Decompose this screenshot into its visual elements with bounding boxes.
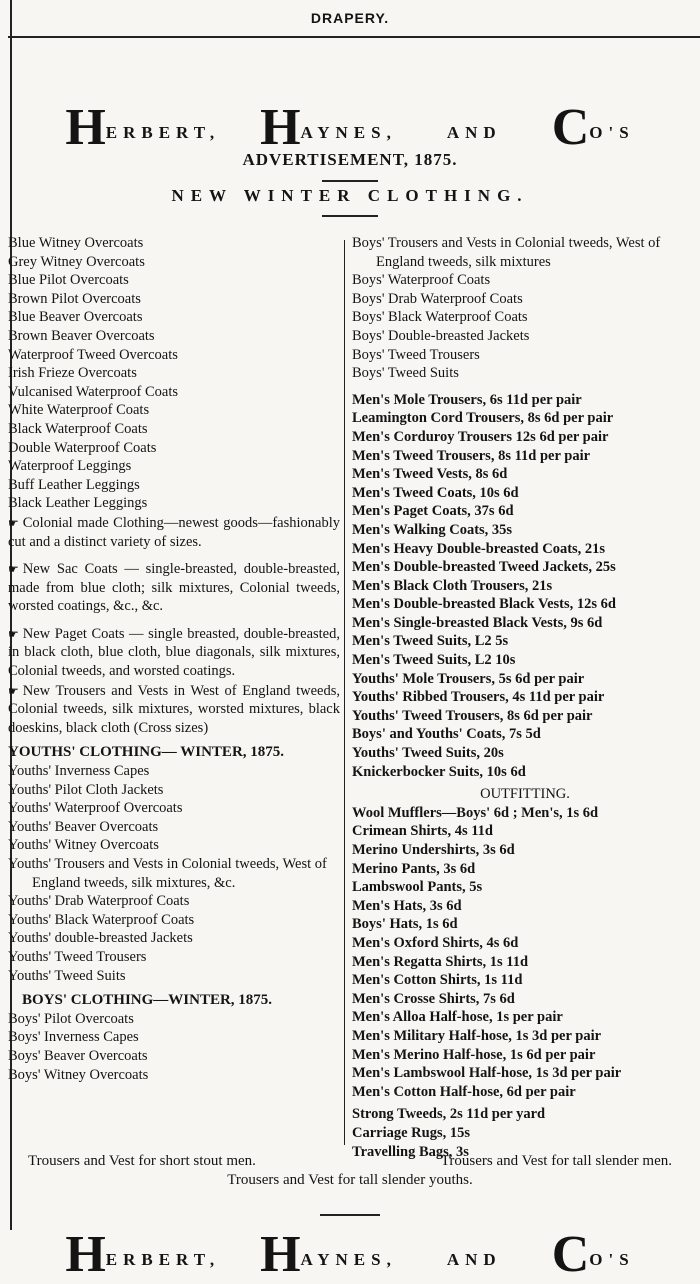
list-item: Boys' Beaver Overcoats (8, 1047, 148, 1064)
coat-list (8, 234, 340, 513)
list-item: Boys' Tweed Trousers (352, 346, 480, 363)
column-rule (344, 240, 345, 1145)
list-item: Youths' Black Waterproof Coats (8, 911, 195, 928)
list-item: Youths' Pilot Cloth Jackets (8, 781, 164, 798)
list-item: Youths' Witney Overcoats (8, 837, 159, 854)
firm-name-bottom: HERBERT, HAYNES, AND CO'S (65, 1226, 635, 1283)
list-item: Men's Corduroy Trousers 12s 6d per pair (352, 428, 609, 445)
list-item: Men's Heavy Double-breasted Coats, 21s (352, 540, 606, 557)
list-item: Men's Merino Half-hose, 1s 6d per pair (352, 1046, 596, 1063)
list-item: Brown Beaver Overcoats (8, 327, 155, 344)
list-item: White Waterproof Coats (8, 402, 150, 419)
pointing-hand-icon: ☛ (8, 626, 19, 641)
list-item: Buff Leather Leggings (8, 476, 140, 493)
list-item: Grey Witney Overcoats (8, 253, 145, 270)
running-head: DRAPERY. (310, 10, 390, 26)
list-item: Youths' Tweed Trousers, 8s 6d per pair (352, 707, 593, 724)
list-item: Men's Tweed Suits, L2 10s (352, 652, 516, 669)
list-item: Knickerbocker Suits, 10s 6d (352, 763, 526, 780)
list-item: Youths' Tweed Trousers (8, 948, 147, 965)
pointing-hand-icon: ☛ (8, 562, 19, 577)
footer-notes (0, 1152, 700, 1190)
list-item: Wool Mufflers—Boys' 6d ; Men's, 1s 6d (352, 804, 599, 821)
list-item: Leamington Cord Trousers, 8s 6d per pair (352, 410, 614, 427)
list-item: Vulcanised Waterproof Coats (8, 383, 179, 400)
footer-note-youths: Trousers and Vest for tall slender youths. (227, 1172, 473, 1188)
list-item: Men's Oxford Shirts, 4s 6d (352, 934, 519, 951)
list-item: Crimean Shirts, 4s 11d (352, 823, 493, 840)
list-item: Boys' Drab Waterproof Coats (352, 290, 523, 307)
list-item: Men's Tweed Trousers, 8s 11d per pair (352, 447, 591, 464)
pointing-hand-icon: ☛ (8, 515, 19, 530)
list-item: Merino Pants, 3s 6d (352, 860, 476, 877)
pointing-hand-icon: ☛ (8, 683, 19, 698)
list-item: Black Leather Leggings (8, 495, 148, 512)
list-item: Blue Pilot Overcoats (8, 272, 129, 289)
list-item: Boys' Inverness Capes (8, 1029, 139, 1046)
list-item: Men's Tweed Vests, 8s 6d (352, 466, 508, 483)
youths-list-2 (8, 892, 340, 985)
list-item: Men's Double-breasted Tweed Jackets, 25s (352, 559, 616, 576)
list-item: Boys' Hats, 1s 6d (352, 916, 458, 933)
list-item: Men's Black Cloth Trousers, 21s (352, 577, 553, 594)
footer-note-men-tall: Trousers and Vest for tall slender men. (440, 1153, 672, 1169)
list-item: Men's Tweed Coats, 10s 6d (352, 484, 519, 501)
list-item: Men's Crosse Shirts, 7s 6d (352, 990, 515, 1007)
list-item: Strong Tweeds, 2s 11d per yard (352, 1106, 546, 1123)
list-item: Men's Mole Trousers, 6s 11d per pair (352, 391, 582, 408)
title-short-rule (322, 180, 378, 182)
mens-price-list (352, 391, 698, 781)
outfitting-heading: OUTFITTING. (480, 786, 570, 803)
list-item: Men's Hats, 3s 6d (352, 897, 462, 914)
list-item: Youths' Inverness Capes (8, 763, 150, 780)
list-item: Double Waterproof Coats (8, 439, 157, 456)
list-item: Boys' Black Waterproof Coats (352, 309, 528, 326)
list-item: Youths' Waterproof Overcoats (8, 800, 183, 817)
list-item: Boys' Double-breasted Jackets (352, 327, 530, 344)
list-item: Boys' Pilot Overcoats (8, 1010, 134, 1027)
list-item: Waterproof Leggings (8, 458, 132, 475)
list-item: Waterproof Tweed Overcoats (8, 346, 178, 363)
left-column (8, 234, 340, 1084)
list-item: Youths' double-breasted Jackets (8, 930, 193, 947)
title-short-rule-lower (322, 215, 378, 217)
list-paragraph: ☛ Colonial made Clothing—newest goods—fashionably cut and a distinct variety of sizes. (8, 514, 340, 550)
firm-name-top: HERBERT, HAYNES, AND CO'S (65, 99, 635, 156)
list-item: Travelling Bags, 3s (352, 1143, 469, 1160)
list-item: Youths' Tweed Suits, 20s (352, 745, 504, 762)
list-item: Lambswool Pants, 5s (352, 879, 483, 896)
list-item: Men's Walking Coats, 35s (352, 521, 513, 538)
list-item: Black Waterproof Coats (8, 420, 148, 437)
youths-trousers-entry: Youths' Trousers and Vests in Colonial tweeds, West of England tweeds, silk mixtures, &c. (8, 856, 327, 891)
list-item: Men's Military Half-hose, 1s 3d per pair (352, 1027, 602, 1044)
list-paragraph: ☛ New Paget Coats — single breasted, double-breasted, in black cloth, blue cloth, blue diagonals, silk mixtures, Colonial tweeds, and worsted coatings. (8, 625, 340, 680)
list-item: Carriage Rugs, 15s (352, 1124, 471, 1141)
footer-note-men-short: Trousers and Vest for short stout men. (28, 1153, 256, 1169)
section-title: NEW WINTER CLOTHING. (171, 186, 529, 205)
list-item: Men's Paget Coats, 37s 6d (352, 503, 514, 520)
right-column (352, 234, 698, 1161)
list-item: Boys' Witney Overcoats (8, 1066, 149, 1083)
list-item: Men's Double-breasted Black Vests, 12s 6d (352, 596, 616, 613)
list-item: Men's Single-breasted Black Vests, 9s 6d (352, 614, 603, 631)
list-item: Men's Tweed Suits, L2 5s (352, 633, 509, 650)
list-item: Blue Witney Overcoats (8, 235, 144, 251)
boys-heading: BOYS' CLOTHING—WINTER, 1875. (22, 992, 273, 1009)
boys-list-right (352, 271, 698, 383)
list-paragraph: ☛ New Sac Coats — single-breasted, double-breasted, made from blue cloth; silk mixtures, Colonial tweeds, worsted coatings, &c., &c. (8, 561, 340, 615)
footer-short-rule (320, 1214, 380, 1216)
list-item: Men's Cotton Half-hose, 6d per pair (352, 1083, 576, 1100)
youths-list (8, 762, 340, 855)
boys-list (8, 1010, 340, 1084)
list-item: Boys' and Youths' Coats, 7s 5d (352, 726, 541, 743)
list-item: Men's Lambswool Half-hose, 1s 3d per pair (352, 1065, 622, 1082)
list-item: Youths' Tweed Suits (8, 967, 126, 984)
list-item: Boys' Waterproof Coats (352, 272, 491, 289)
list-item: Boys' Tweed Suits (352, 365, 459, 382)
list-item: Men's Regatta Shirts, 1s 11d (352, 953, 529, 970)
list-item: Blue Beaver Overcoats (8, 309, 143, 326)
list-item: Irish Frieze Overcoats (8, 365, 137, 382)
list-item: Men's Cotton Shirts, 1s 11d (352, 972, 523, 989)
outfitting-list (352, 804, 698, 1102)
advertisement-line: ADVERTISEMENT, 1875. (242, 150, 458, 169)
list-item: Merino Undershirts, 3s 6d (352, 842, 515, 858)
list-item: Men's Alloa Half-hose, 1s per pair (352, 1009, 563, 1026)
list-item: Brown Pilot Overcoats (8, 290, 141, 307)
youths-heading: YOUTHS' CLOTHING— WINTER, 1875. (8, 744, 285, 761)
list-paragraph: ☛ New Trousers and Vests in West of England tweeds, Colonial tweeds, silk mixtures, worsted mixtures, black doeskins, black cloth (Cross sizes) (8, 682, 340, 736)
list-item: Youths' Drab Waterproof Coats (8, 893, 190, 910)
list-item: Youths' Ribbed Trousers, 4s 11d per pair (352, 689, 605, 706)
list-item: Youths' Mole Trousers, 5s 6d per pair (352, 670, 585, 687)
boys-trousers-entry: Boys' Trousers and Vests in Colonial tweeds, West of England tweeds, silk mixtures (352, 235, 661, 270)
header-rule (8, 36, 700, 38)
list-item: Youths' Beaver Overcoats (8, 818, 159, 835)
